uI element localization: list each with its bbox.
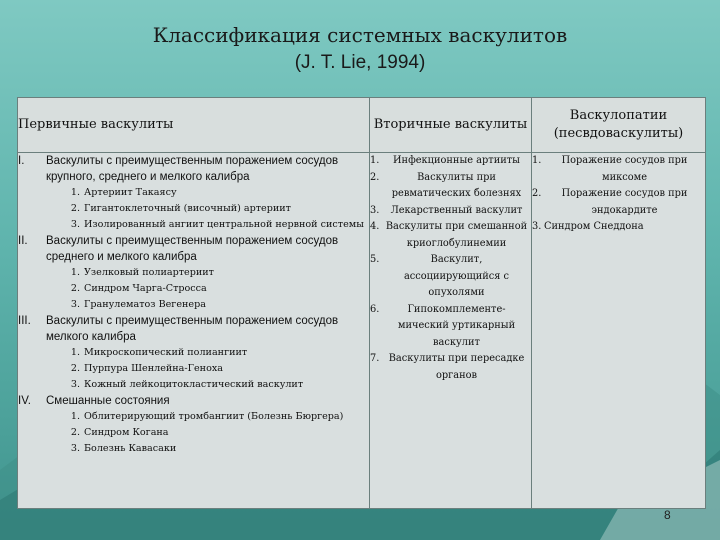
- primary-item: 1. Артериит Такаясу: [70, 187, 177, 198]
- group-text: Васкулиты с преимущественным поражением сосудов среднего и мелкого калибра: [46, 235, 339, 263]
- header-secondary: Вторичные васкулиты: [370, 98, 532, 153]
- primary-item: 3. Изолированный ангиит центральной нервной системы: [70, 219, 364, 230]
- secondary-item: 1. Инфекционные артииты: [370, 155, 520, 166]
- primary-item: 2. Синдром Чарга-Стросса: [70, 283, 207, 294]
- page-number: 8: [664, 508, 671, 522]
- primary-item: 1. Узелковый полиартериит: [70, 267, 214, 278]
- primary-group: [18, 393, 369, 409]
- secondary-item: 5. Васкулит, ассоциирующийся с опухолями: [370, 254, 510, 298]
- primary-item: 3. Кожный лейкоцитокластический васкулит: [70, 379, 304, 390]
- classification-table: [17, 97, 706, 509]
- primary-item: 2. Синдром Когана: [70, 427, 169, 438]
- group-text: Смешанные состояния: [46, 395, 170, 407]
- primary-item: 1. Облитерирующий тромбангиит (Болезнь Бюргера): [70, 411, 344, 422]
- table-body-row: [18, 153, 706, 509]
- primary-item: 3. Гранулематоз Вегенера: [70, 299, 206, 310]
- secondary-cell: [370, 153, 532, 509]
- secondary-item: 2. Васкулиты при ревматических болезнях: [370, 171, 522, 199]
- group-number: IV.: [18, 395, 32, 407]
- group-number: II.: [18, 235, 28, 247]
- secondary-item: 6. Гипокомплементе-мический уртикарный васкулит: [370, 303, 516, 348]
- secondary-item: 3. Лекарственный васкулит: [370, 204, 523, 216]
- pseudo-cell: [532, 153, 706, 509]
- header-primary: Первичные васкулиты: [18, 98, 370, 153]
- group-number: I.: [18, 155, 25, 167]
- slide-title: [0, 22, 720, 76]
- primary-group: [18, 313, 369, 345]
- primary-item: 2. Гигантоклеточный (височный) артериит: [70, 203, 291, 214]
- primary-group: [18, 153, 369, 185]
- pseudo-item: 1. Поражение сосудов при миксоме: [532, 155, 688, 183]
- table-header-row: [18, 98, 706, 153]
- primary-cell: [18, 153, 370, 509]
- header-pseudo: Васкулопатии (песвдоваскулиты): [532, 98, 706, 153]
- group-number: III.: [18, 315, 31, 327]
- group-text: Васкулиты с преимущественным поражением сосудов мелкого калибра: [46, 315, 339, 343]
- primary-group: [18, 233, 369, 265]
- secondary-item: 7. Васкулиты при пересадке органов: [370, 353, 525, 381]
- primary-item: 2. Пурпура Шенлейна-Геноха: [70, 363, 223, 374]
- pseudo-item: 3. Синдром Снеддона: [532, 221, 644, 232]
- group-text: Васкулиты с преимущественным поражением сосудов крупного, среднего и мелкого калибра: [46, 155, 339, 183]
- title-line-1: Классификация системных васкулитов: [152, 23, 568, 47]
- primary-item: 1. Микроскопический полиангиит: [70, 347, 248, 358]
- title-line-2: (J. T. Lie, 1994): [294, 52, 426, 73]
- secondary-item: 4. Васкулиты при смешанной криоглобулинемии: [370, 221, 528, 249]
- primary-item: 3. Болезнь Кавасаки: [70, 443, 177, 454]
- pseudo-item: 2. Поражение сосудов при эндокардите: [532, 188, 688, 216]
